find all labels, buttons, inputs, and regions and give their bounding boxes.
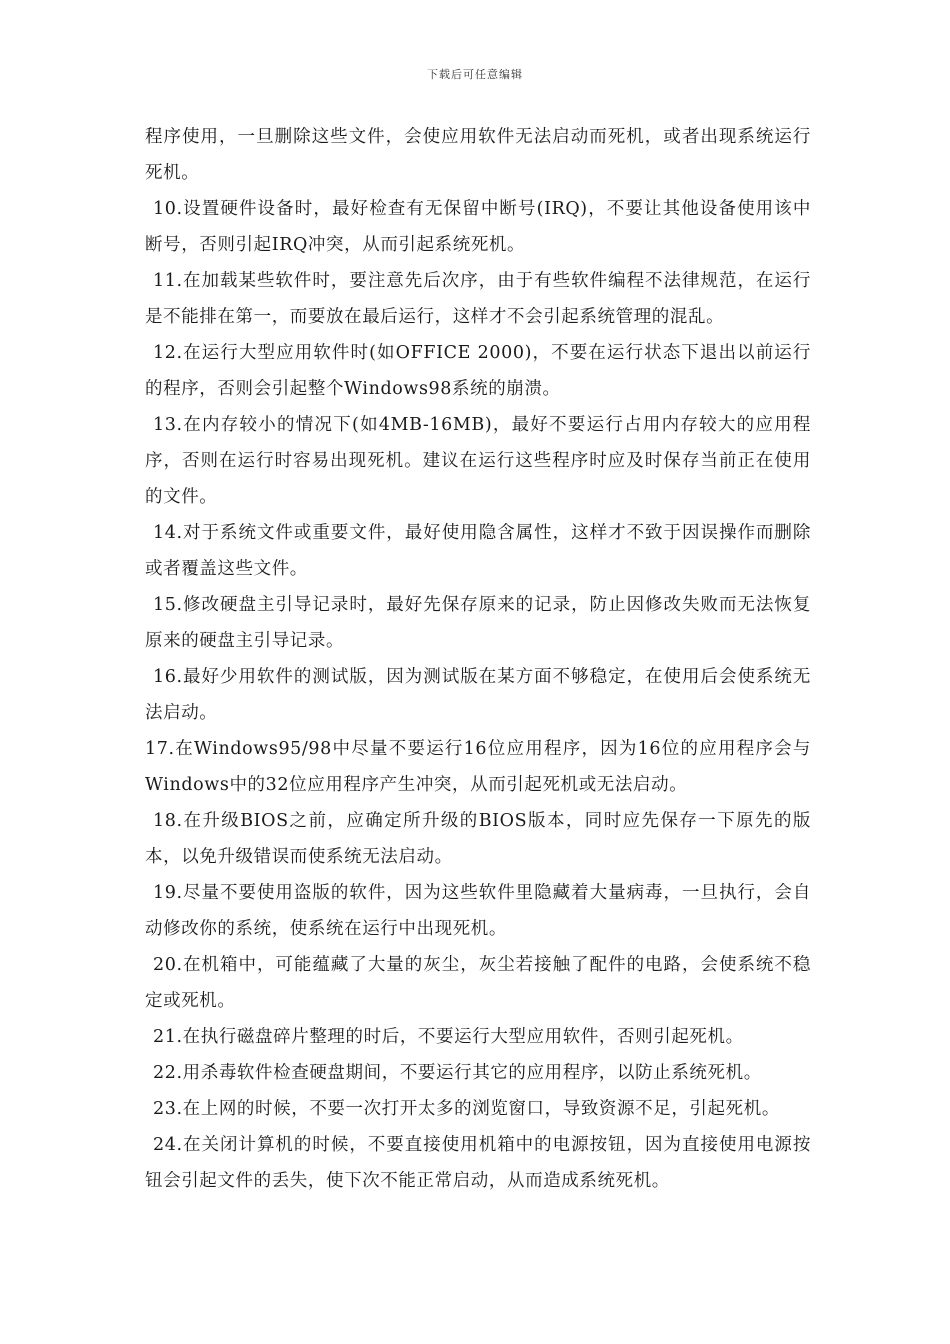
paragraph-item-13: 13.在内存较小的情况下(如4MB-16MB)，最好不要运行占用内存较大的应用程序，否则在运行时容易出现死机。建议在运行这些程序时应及时保存当前正在使用的文件。 xyxy=(145,415,811,507)
paragraph-item-21: 21.在执行磁盘碎片整理的时后，不要运行大型应用软件，否则引起死机。 xyxy=(153,1027,744,1047)
paragraph-item-12: 12.在运行大型应用软件时(如OFFICE 2000)，不要在运行状态下退出以前运行的程序，否则会引起整个Windows98系统的崩溃。 xyxy=(145,343,811,399)
paragraph-item-18: 18.在升级BIOS之前，应确定所升级的BIOS版本，同时应先保存一下原先的版本，以免升级错误而使系统无法启动。 xyxy=(145,811,811,867)
paragraph-item-11: 11.在加载某些软件时，要注意先后次序，由于有些软件编程不法律规范，在运行是不能排在第一，而要放在最后运行，这样才不会引起系统管理的混乱。 xyxy=(145,271,811,327)
paragraph-item-23: 23.在上网的时候，不要一次打开太多的浏览窗口，导致资源不足，引起死机。 xyxy=(153,1099,780,1119)
paragraph: 程序使用，一旦删除这些文件，会使应用软件无法启动而死机，或者出现系统运行死机。 xyxy=(145,127,811,183)
paragraph-item-14: 14.对于系统文件或重要文件，最好使用隐含属性，这样才不致于因误操作而删除或者覆盖这些文件。 xyxy=(145,523,811,579)
page-header: 下载后可任意编辑 xyxy=(427,68,523,81)
document-body xyxy=(145,119,811,1199)
paragraph-item-20: 20.在机箱中，可能蕴藏了大量的灰尘，灰尘若接触了配件的电路，会使系统不稳定或死机。 xyxy=(145,955,811,1011)
paragraph-item-19: 19.尽量不要使用盗版的软件，因为这些软件里隐藏着大量病毒，一旦执行，会自动修改你的系统，使系统在运行中出现死机。 xyxy=(145,883,811,939)
paragraph-item-10: 10.设置硬件设备时，最好检查有无保留中断号(IRQ)，不要让其他设备使用该中断号，否则引起IRQ冲突，从而引起系统死机。 xyxy=(145,199,811,255)
paragraph-item-15: 15.修改硬盘主引导记录时，最好先保存原来的记录，防止因修改失败而无法恢复原来的硬盘主引导记录。 xyxy=(145,595,811,651)
paragraph-item-17: 17.在Windows95/98中尽量不要运行16位应用程序，因为16位的应用程序会与Windows中的32位应用程序产生冲突，从而引起死机或无法启动。 xyxy=(145,739,811,795)
paragraph-item-24: 24.在关闭计算机的时候，不要直接使用机箱中的电源按钮，因为直接使用电源按钮会引起文件的丢失，使下次不能正常启动，从而造成系统死机。 xyxy=(145,1135,811,1191)
paragraph-item-16: 16.最好少用软件的测试版，因为测试版在某方面不够稳定，在使用后会使系统无法启动。 xyxy=(145,667,811,723)
paragraph-item-22: 22.用杀毒软件检查硬盘期间，不要运行其它的应用程序，以防止系统死机。 xyxy=(153,1063,762,1083)
